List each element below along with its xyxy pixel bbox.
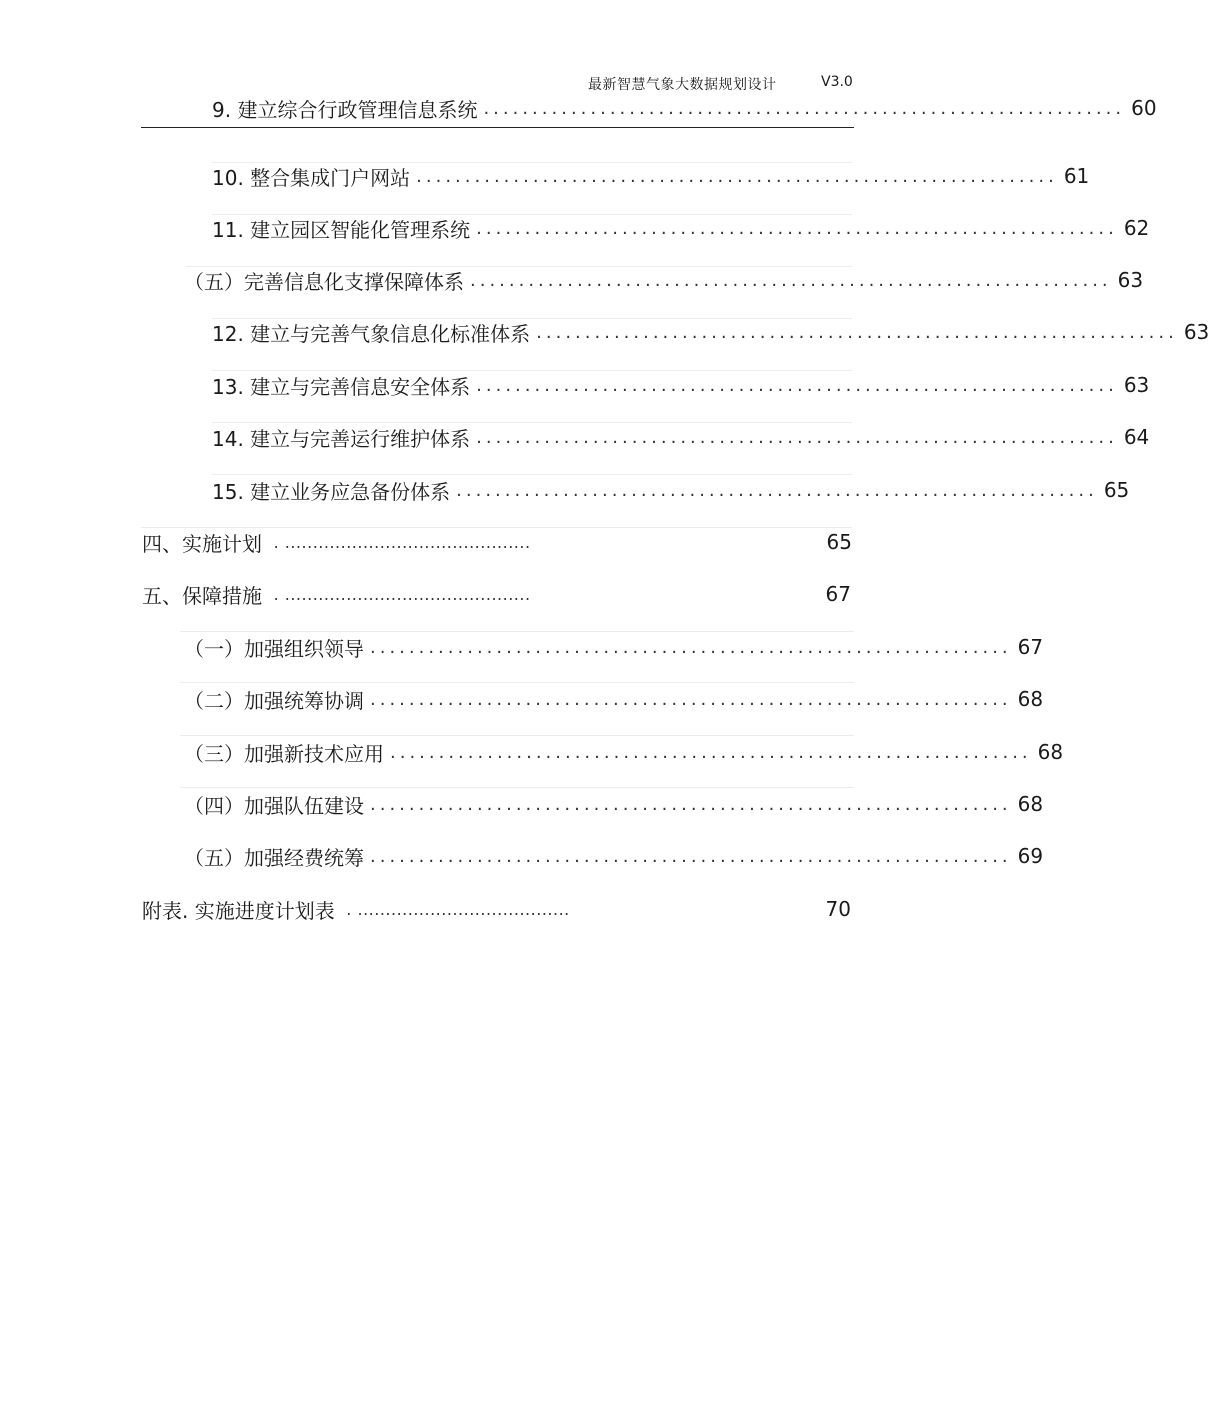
toc-entry-page: 65 <box>1103 478 1130 502</box>
toc-entry-label: 11. 建立园区智能化管理系统 <box>212 217 471 242</box>
toc-leader-dots: .................................................................. <box>390 741 1032 763</box>
toc-leader-dots: .................................................................. <box>456 479 1098 501</box>
toc-entry[interactable] <box>184 841 1044 871</box>
toc-entry-page: 70 <box>825 897 851 921</box>
toc-leader-dots: .................................................................. <box>370 688 1012 710</box>
document-title: 最新智慧气象大数据规划设计 <box>588 77 777 93</box>
toc-leader-dots: .................................................................. <box>416 165 1058 187</box>
toc-entry[interactable] <box>184 789 1044 819</box>
toc-entry-label: 9. 建立综合行政管理信息系统 <box>212 97 478 122</box>
document-version: V3.0 <box>821 74 853 90</box>
row-divider <box>180 787 854 788</box>
toc-entry-page: 65 <box>826 530 852 554</box>
toc-leader-dots: .................................................................. <box>370 793 1012 815</box>
toc-entry-page: 64 <box>1123 425 1150 449</box>
toc-entry[interactable] <box>184 684 1044 714</box>
toc-entry[interactable] <box>212 475 1130 505</box>
toc-entry[interactable] <box>142 579 851 609</box>
toc-entry[interactable] <box>212 161 1090 191</box>
toc-entry-label: 10. 整合集成门户网站 <box>212 165 411 190</box>
toc-entry-label: （五）完善信息化支撑保障体系 <box>184 269 464 294</box>
toc-entry-label: 四、实施计划 <box>142 531 262 556</box>
toc-leader-dots: .................................................................. <box>470 269 1112 291</box>
toc-entry-page: 63 <box>1183 320 1209 344</box>
toc-leader-dots: .................................................................. <box>476 374 1118 396</box>
toc-entry[interactable] <box>142 527 852 557</box>
toc-entry[interactable] <box>212 213 1150 243</box>
toc-entry-page: 67 <box>1017 635 1044 659</box>
toc-entry-label: 五、保障措施 <box>142 583 262 608</box>
toc-entry[interactable] <box>212 93 1157 123</box>
toc-leader-dots: .................................................................. <box>536 321 1178 343</box>
toc-leader-dots: .................................................................. <box>476 217 1118 239</box>
toc-entry[interactable] <box>212 317 1209 347</box>
toc-leader-dots: .................................................................. <box>370 845 1012 867</box>
toc-entry-label: 12. 建立与完善气象信息化标准体系 <box>212 321 531 346</box>
toc-entry[interactable] <box>212 370 1150 400</box>
toc-entry-label: 附表. 实施进度计划表 <box>142 898 335 923</box>
toc-entry-label: （二）加强统筹协调 <box>184 688 364 713</box>
toc-entry[interactable] <box>212 422 1150 452</box>
toc-entry-page: 67 <box>825 582 851 606</box>
toc-entry-page: 63 <box>1117 268 1144 292</box>
toc-entry-page: 62 <box>1123 216 1150 240</box>
row-divider <box>180 735 854 736</box>
toc-entry-page: 68 <box>1017 687 1044 711</box>
toc-leader-dots: . ............................................ <box>268 532 531 552</box>
toc-entry-label: 14. 建立与完善运行维护体系 <box>212 426 471 451</box>
toc-entry-page: 69 <box>1017 844 1044 868</box>
toc-entry-label: （一）加强组织领导 <box>184 636 364 661</box>
toc-entry-page: 60 <box>1131 96 1157 120</box>
header-rule <box>141 127 854 128</box>
toc-leader-dots: .................................................................. <box>370 636 1012 658</box>
toc-entry-label: 13. 建立与完善信息安全体系 <box>212 374 471 399</box>
toc-entry-label: （三）加强新技术应用 <box>184 741 384 766</box>
toc-entry[interactable] <box>184 737 1064 767</box>
toc-leader-dots: . ...................................... <box>340 899 570 919</box>
toc-entry-page: 68 <box>1037 740 1064 764</box>
toc-leader-dots: . ............................................ <box>268 584 531 604</box>
row-divider <box>180 682 854 683</box>
toc-entry-page: 68 <box>1017 792 1044 816</box>
toc-entry-page: 61 <box>1063 164 1090 188</box>
toc-entry-page: 63 <box>1123 373 1150 397</box>
toc-leader-dots: .................................................................. <box>483 97 1126 119</box>
toc-entry[interactable] <box>142 894 851 924</box>
toc-leader-dots: .................................................................. <box>476 426 1118 448</box>
toc-entry-label: （五）加强经费统筹 <box>184 845 364 870</box>
toc-entry[interactable] <box>184 265 1144 295</box>
toc-entry-label: 15. 建立业务应急备份体系 <box>212 479 451 504</box>
toc-entry[interactable] <box>184 632 1044 662</box>
toc-entry-label: （四）加强队伍建设 <box>184 793 364 818</box>
